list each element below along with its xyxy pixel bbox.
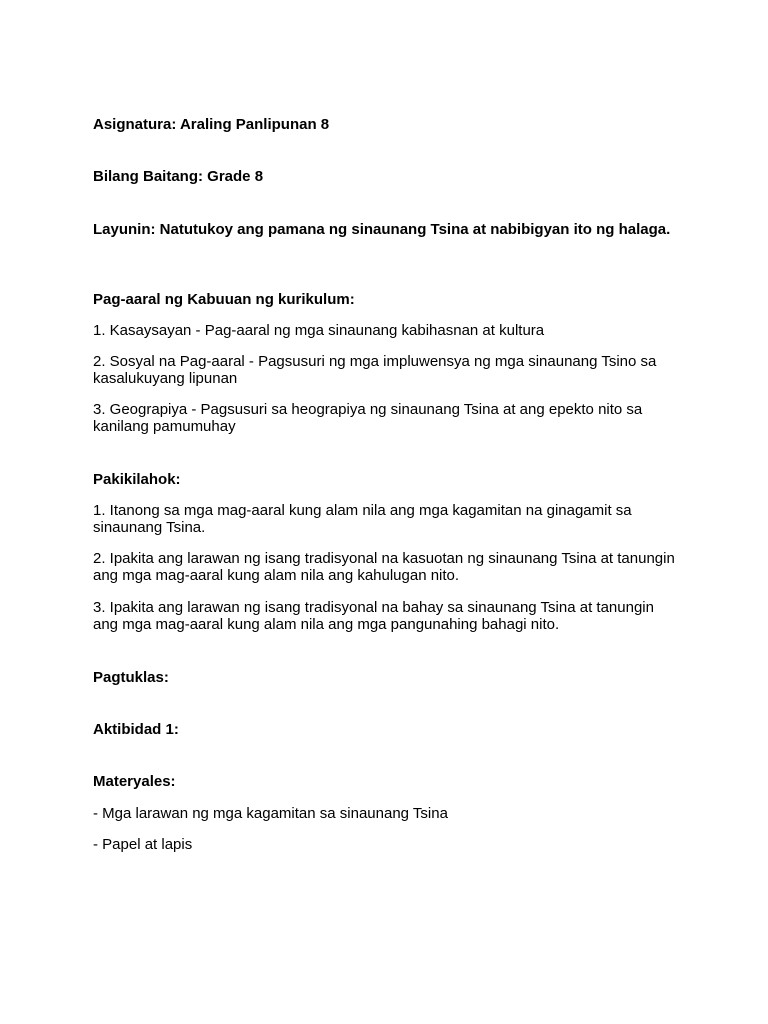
materials-item-2: - Papel at lapis: [93, 836, 193, 853]
objective-paragraph: Layunin: Natutukoy ang pamana ng sinaunang Tsina at nabibigyan ito ng halaga.: [93, 221, 671, 238]
participation-heading: Pakikilahok:: [93, 471, 181, 488]
participation-item-2: 2. Ipakita ang larawan ng isang tradisyonal na kasuotan ng sinaunang Tsina at tanungin ang mga mag-aaral kung alam nila ang kahulugan nito.: [93, 550, 675, 584]
participation-item-1: 1. Itanong sa mga mag-aaral kung alam nila ang mga kagamitan na ginagamit sa sinaunang Tsina.: [93, 502, 632, 536]
grade-line: Bilang Baitang: Grade 8: [93, 168, 264, 185]
curriculum-item-2: 2. Sosyal na Pag-aaral - Pagsusuri ng mga impluwensya ng mga sinaunang Tsino sa kasalukuyang lipunan: [93, 353, 657, 387]
curriculum-heading: Pag-aaral ng Kabuuan ng kurikulum:: [93, 291, 355, 308]
discovery-heading: Pagtuklas:: [93, 669, 169, 686]
subject-line: Asignatura: Araling Panlipunan 8: [93, 116, 330, 133]
activity-heading: Aktibidad 1:: [93, 721, 179, 738]
materials-item-1: - Mga larawan ng mga kagamitan sa sinaunang Tsina: [93, 805, 448, 822]
materials-heading: Materyales:: [93, 773, 176, 790]
curriculum-item-1: 1. Kasaysayan - Pag-aaral ng mga sinaunang kabihasnan at kultura: [93, 322, 545, 339]
curriculum-item-3: 3. Geograpiya - Pagsusuri sa heograpiya ng sinaunang Tsina at ang epekto nito sa kanilang pamumuhay: [93, 401, 643, 435]
participation-item-3: 3. Ipakita ang larawan ng isang tradisyonal na bahay sa sinaunang Tsina at tanungin ang mga mag-aaral kung alam nila ang mga pangunahing bahagi nito.: [93, 599, 654, 633]
